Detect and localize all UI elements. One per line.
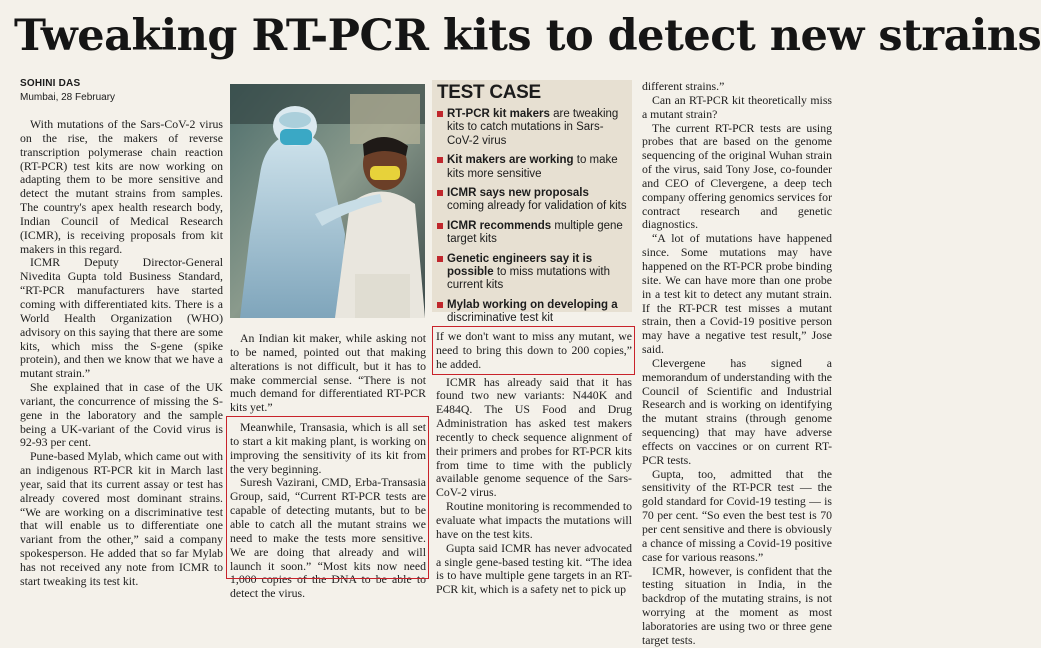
paragraph: With mutations of the Sars-CoV-2 virus on the rise, the makers of reverse transcription polymerase chain reaction (RT-PCR) test kits are now working on adapting them to be more sensitive and detect the mutant strains from samples. The country's apex health research body, Indian Council of Medical Research (ICMR), is receiving proposals from kit makers in this regard. bbox=[20, 117, 223, 256]
paragraph: Meanwhile, Transasia, which is all set to start a kit making plant, is working on improving the sensitivity of its kit from the very beginning. bbox=[230, 420, 426, 476]
paragraph: Clevergene has signed a memorandum of understanding with the Council of Scientific and Industrial Research and is working on identifying the mutant strains (through genome sequencing) that may have adverse effects on vaccines or on current RT-PCR tests. bbox=[642, 355, 832, 467]
test-case-title: TEST CASE bbox=[437, 82, 541, 103]
health-worker-photo-illustration bbox=[230, 84, 425, 318]
paragraph: ICMR has already said that it has found two new variants: N440K and E484Q. The US Food and Drug Administration has asked test makers recently to check sequence alignment of their primers and probes for RT-PCR kits from time to time with the publicly available genome sequence of the Sars-CoV-2 virus. bbox=[436, 374, 632, 500]
bullet-square-icon bbox=[437, 157, 443, 163]
column-4 bbox=[642, 80, 832, 648]
paragraph: An Indian kit maker, while asking not to be named, pointed out that making alterations is not difficult, but it has to make commercial sense. “There is not much demand for differentiated RT-PCR kits yet.” bbox=[230, 331, 426, 415]
item-text: multiple gene target kits bbox=[447, 219, 623, 246]
test-case-list bbox=[437, 108, 629, 332]
item-bold-text: Mylab working on developing a bbox=[447, 298, 618, 311]
item-bold-text: ICMR says new proposals bbox=[447, 187, 589, 200]
item-text: are tweaking kits to catch mutations in Sars-CoV-2 virus bbox=[447, 108, 619, 147]
headline: Tweaking RT-PCR kits to detect new strains bbox=[14, 11, 1041, 61]
paragraph: ICMR Deputy Director-General Nivedita Gupta told Business Standard, “RT-PCR manufacturers have started coming with differentiated kits. There is a World Health Organization (WHO) advisory on this saying that there are some kits, which miss the S-gene (spike protein), and then we know that we have a mutant strain.” bbox=[20, 255, 223, 381]
paragraph: Gupta, too, admitted that the sensitivity of the RT-PCR test — the gold standard for Covid-19 testing — is 70 per cent. “So even the best test is 70 per cent sensitive and there is obviously a chance of missing a Covid-19 positive case for various reasons.” bbox=[642, 466, 832, 564]
paragraph: different strains.” bbox=[642, 79, 725, 93]
paragraph: Gupta said ICMR has never advocated a single gene-based testing kit. “The idea is to have multiple gene targets in an RT-PCR kit, which is a safety net to pick up bbox=[436, 540, 632, 597]
item-bold-text: RT-PCR kit makers bbox=[447, 108, 550, 120]
list-item bbox=[437, 299, 629, 326]
item-text: to miss mutations with current kits bbox=[447, 266, 610, 292]
paragraph: If we don't want to miss any mutant, we need to bring this down to 200 copies,” he added. bbox=[436, 329, 632, 371]
news-photo bbox=[230, 84, 425, 318]
paragraph: The current RT-PCR tests are using probes that are based on the genome sequencing of the original Wuhan strain of the virus, said Tony Jose, co-founder and CEO of Clevergene, a deep tech company offering genomics services for contract research and genetic diagnostics. bbox=[642, 120, 832, 232]
list-item bbox=[437, 187, 629, 214]
list-item bbox=[437, 220, 629, 247]
item-bold-text: Genetic engineers say it is possible bbox=[447, 252, 593, 279]
list-item bbox=[437, 154, 629, 181]
highlight-box bbox=[226, 416, 429, 579]
item-text: coming already for validation of kits bbox=[447, 200, 627, 213]
paragraph: ICMR, however, is confident that the testing situation in India, in the backdrop of the mutating strains, is not worrying at the moment as most laboratories are using two or three gene target tests. bbox=[642, 563, 832, 647]
paragraph: Can an RT-PCR kit theoretically miss a mutant strain? bbox=[642, 92, 832, 121]
bullet-square-icon bbox=[437, 190, 443, 196]
dateline: Mumbai, 28 February bbox=[20, 92, 116, 103]
highlight-box bbox=[432, 326, 635, 375]
bullet-square-icon bbox=[437, 111, 443, 117]
paragraph: She explained that in case of the UK variant, the concurrence of missing the S-gene in the laboratory and the sample being a UK-variant of the Covid virus is 92-93 per cent. bbox=[20, 380, 223, 450]
column-1 bbox=[20, 118, 223, 589]
paragraph: Pune-based Mylab, which came out with an indigenous RT-PCR kit in March last year, said that its current assay or test has already covered most dominant strains. “We are working on a discriminative test that will enable us to differentiate one variant from the other,” said a company spokesperson. He added that so far Mylab has not received any note from ICMR to start tweaking its test kit. bbox=[20, 449, 223, 588]
bullet-square-icon bbox=[437, 256, 443, 262]
item-bold-text: Kit makers are working bbox=[447, 154, 574, 167]
list-item bbox=[437, 253, 629, 293]
list-item bbox=[437, 108, 629, 148]
paragraph: Suresh Vazirani, CMD, Erba-Transasia Group, said, “Current RT-PCR tests are capable of detecting mutants, but to be able to catch all the mutant strains we need to make the tests more sensitive. We are doing that already and will launch it soon.” “Most kits now need 1,000 copies of the DNA to be able to detect the virus. bbox=[230, 475, 426, 601]
item-text: to make kits more sensitive bbox=[447, 154, 618, 180]
paragraph: Routine monitoring is recommended to evaluate what impacts the mutations will have on the test kits. bbox=[436, 499, 632, 541]
bullet-square-icon bbox=[437, 302, 443, 308]
item-text: discriminative test kit bbox=[447, 312, 554, 325]
byline: SOHINI DAS bbox=[20, 78, 81, 89]
bullet-square-icon bbox=[437, 223, 443, 229]
item-bold-text: ICMR recommends bbox=[447, 219, 552, 232]
paragraph: “A lot of mutations have happened since. Some mutations may have happened on the RT-PCR probe binding site. We can have more than one probe in a test kit to detect any mutant strain. If the RT-PCR test misses a mutant strain, then a Covid-19 positive person may have a negative test result,” Jose said. bbox=[642, 231, 832, 357]
